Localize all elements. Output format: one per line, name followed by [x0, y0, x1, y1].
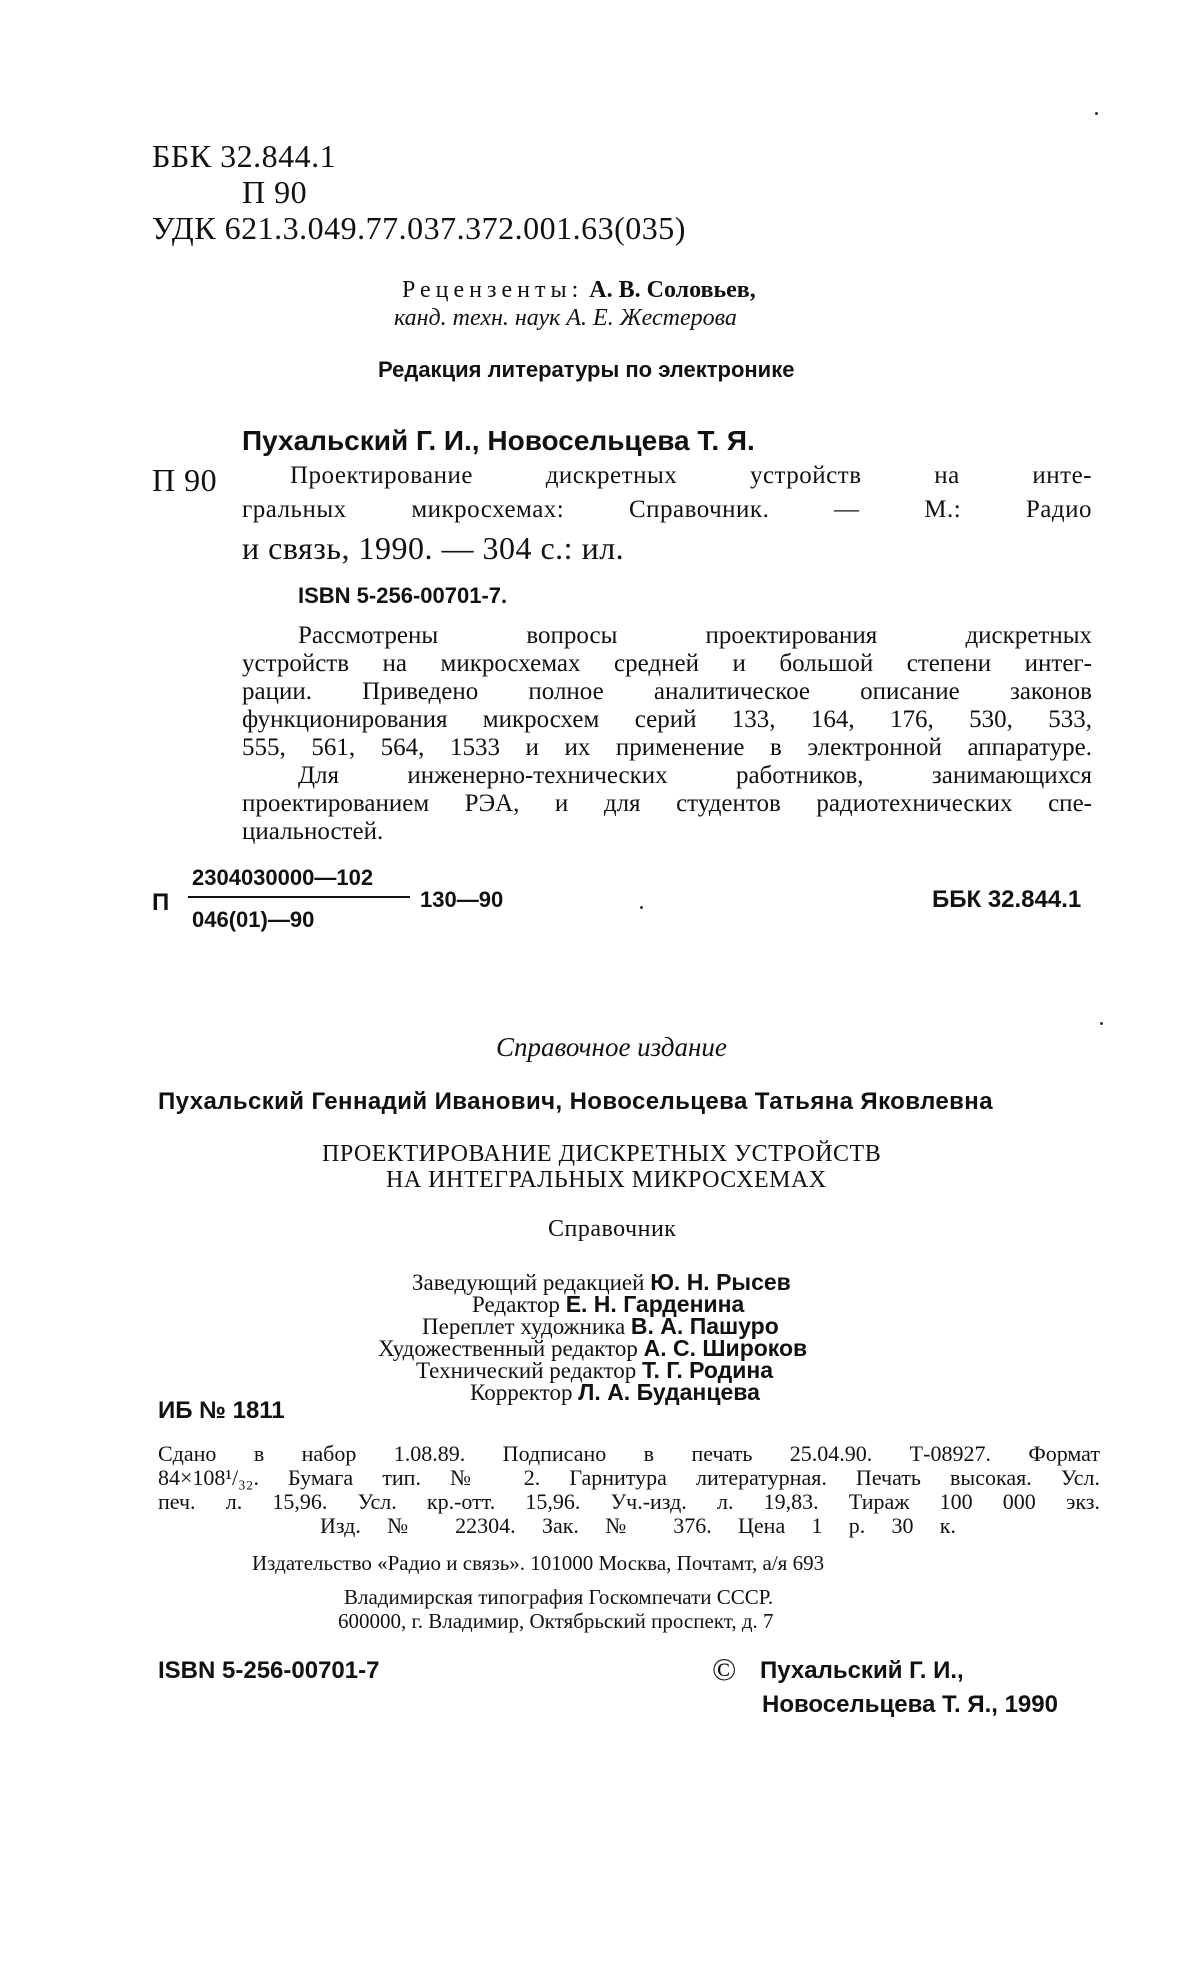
editorial-board: Редакция литературы по электронике — [378, 357, 795, 382]
abstract-line: Рассмотрены вопросы проектирования дискретных — [298, 622, 1092, 649]
bbk-code: ББК 32.844.1 — [152, 138, 337, 174]
biblio-title-line2: гральных микросхемах: Справочник. — М.: Радио — [242, 496, 1092, 523]
copyright-symbol: © — [712, 1651, 737, 1687]
abstract-last-line: циальностей. — [242, 818, 384, 845]
ib-number: ИБ № 1811 — [158, 1397, 285, 1424]
print-line: 84×108¹/₃₂. Бумага тип. № 2. Гарнитура литературная. Печать высокая. Усл. — [158, 1465, 1100, 1490]
abstract-line: Для инженерно-технических работников, занимающихся — [298, 762, 1092, 789]
class-denominator: 046(01)—90 — [192, 907, 315, 932]
edition-type: Справочное издание — [496, 1032, 727, 1062]
biblio-title-line3: и связь, 1990. — 304 с.: ил. — [242, 530, 625, 566]
colophon-title-line2: НА ИНТЕГРАЛЬНЫХ МИКРОСХЕМАХ — [386, 1167, 827, 1193]
print-speck — [640, 906, 643, 909]
staff-name: Л. А. Буданцева — [578, 1379, 760, 1405]
copyright-line1: Пухальский Г. И., — [760, 1657, 964, 1684]
class-number: 130—90 — [420, 887, 504, 912]
staff-role: Художественный редактор — [378, 1336, 638, 1361]
printer-line2: 600000, г. Владимир, Октябрьский проспект, д. 7 — [338, 1609, 774, 1633]
print-speck — [1095, 112, 1098, 115]
class-numerator: 2304030000—102 — [192, 865, 374, 890]
abstract-line: устройств на микросхемах средней и большой степени интег- — [242, 650, 1092, 677]
staff-role: Технический редактор — [416, 1358, 637, 1383]
author-mark: П 90 — [242, 174, 308, 210]
abstract-line: функционирования микросхем серий 133, 164, 176, 530, 533, — [242, 706, 1092, 733]
colophon-title-line1: ПРОЕКТИРОВАНИЕ ДИСКРЕТНЫХ УСТРОЙСТВ — [322, 1141, 882, 1167]
class-bbk: ББК 32.844.1 — [932, 886, 1082, 913]
isbn-bottom: ISBN 5-256-00701-7 — [158, 1657, 380, 1684]
staff-role: Корректор — [470, 1380, 573, 1405]
class-letter: П — [152, 889, 170, 916]
biblio-isbn: ISBN 5-256-00701-7. — [298, 583, 508, 608]
biblio-title-line1: Проектирование дискретных устройств на инте- — [290, 462, 1092, 489]
staff-line — [470, 1378, 760, 1407]
reviewers — [402, 276, 756, 304]
reviewers-names: А. В. Соловьев, — [589, 277, 756, 303]
staff-name: Т. Г. Родина — [641, 1357, 774, 1383]
staff-role: Переплет художника — [422, 1314, 626, 1339]
biblio-code: П 90 — [152, 462, 218, 498]
print-speck — [1100, 1022, 1103, 1025]
staff-role: Редактор — [472, 1292, 560, 1317]
colophon-subtitle: Справочник — [548, 1216, 677, 1242]
print-line: Сдано в набор 1.08.89. Подписано в печать 25.04.90. Т-08927. Формат — [158, 1441, 1100, 1466]
publisher-address: Издательство «Радио и связь». 101000 Москва, Почтамт, а/я 693 — [252, 1551, 825, 1575]
staff-role: Заведующий редакцией — [412, 1270, 645, 1295]
copyright-line2: Новосельцева Т. Я., 1990 — [762, 1691, 1058, 1718]
staff-name: А. С. Широков — [643, 1335, 808, 1361]
print-line: печ. л. 15,96. Усл. кр.-отт. 15,96. Уч.-изд. л. 19,83. Тираж 100 000 экз. — [158, 1489, 1100, 1514]
authors-full: Пухальский Геннадий Иванович, Новосельцева Татьяна Яковлевна — [158, 1088, 993, 1115]
printer-line1: Владимирская типография Госкомпечати СССР. — [344, 1585, 774, 1609]
print-line: Изд. № 22304. Зак. № 376. Цена 1 р. 30 к. — [320, 1513, 956, 1538]
reviewers-label: Рецензенты: — [402, 277, 584, 303]
staff-name: Е. Н. Гарденина — [565, 1291, 745, 1317]
reviewers-line2: канд. техн. наук А. Е. Жестерова — [394, 305, 737, 331]
staff-name: Ю. Н. Рысев — [650, 1269, 791, 1295]
fraction-bar — [188, 896, 410, 898]
staff-name: В. А. Пашуро — [630, 1313, 779, 1339]
abstract-line: проектированием РЭА, и для студентов радиотехнических спе- — [242, 790, 1092, 817]
abstract-line: 555, 561, 564, 1533 и их применение в электронной аппаратуре. — [242, 734, 1092, 761]
abstract-line: рации. Приведено полное аналитическое описание законов — [242, 678, 1092, 705]
biblio-authors: Пухальский Г. И., Новосельцева Т. Я. — [242, 425, 755, 456]
udk-code: УДК 621.3.049.77.037.372.001.63(035) — [152, 210, 686, 246]
